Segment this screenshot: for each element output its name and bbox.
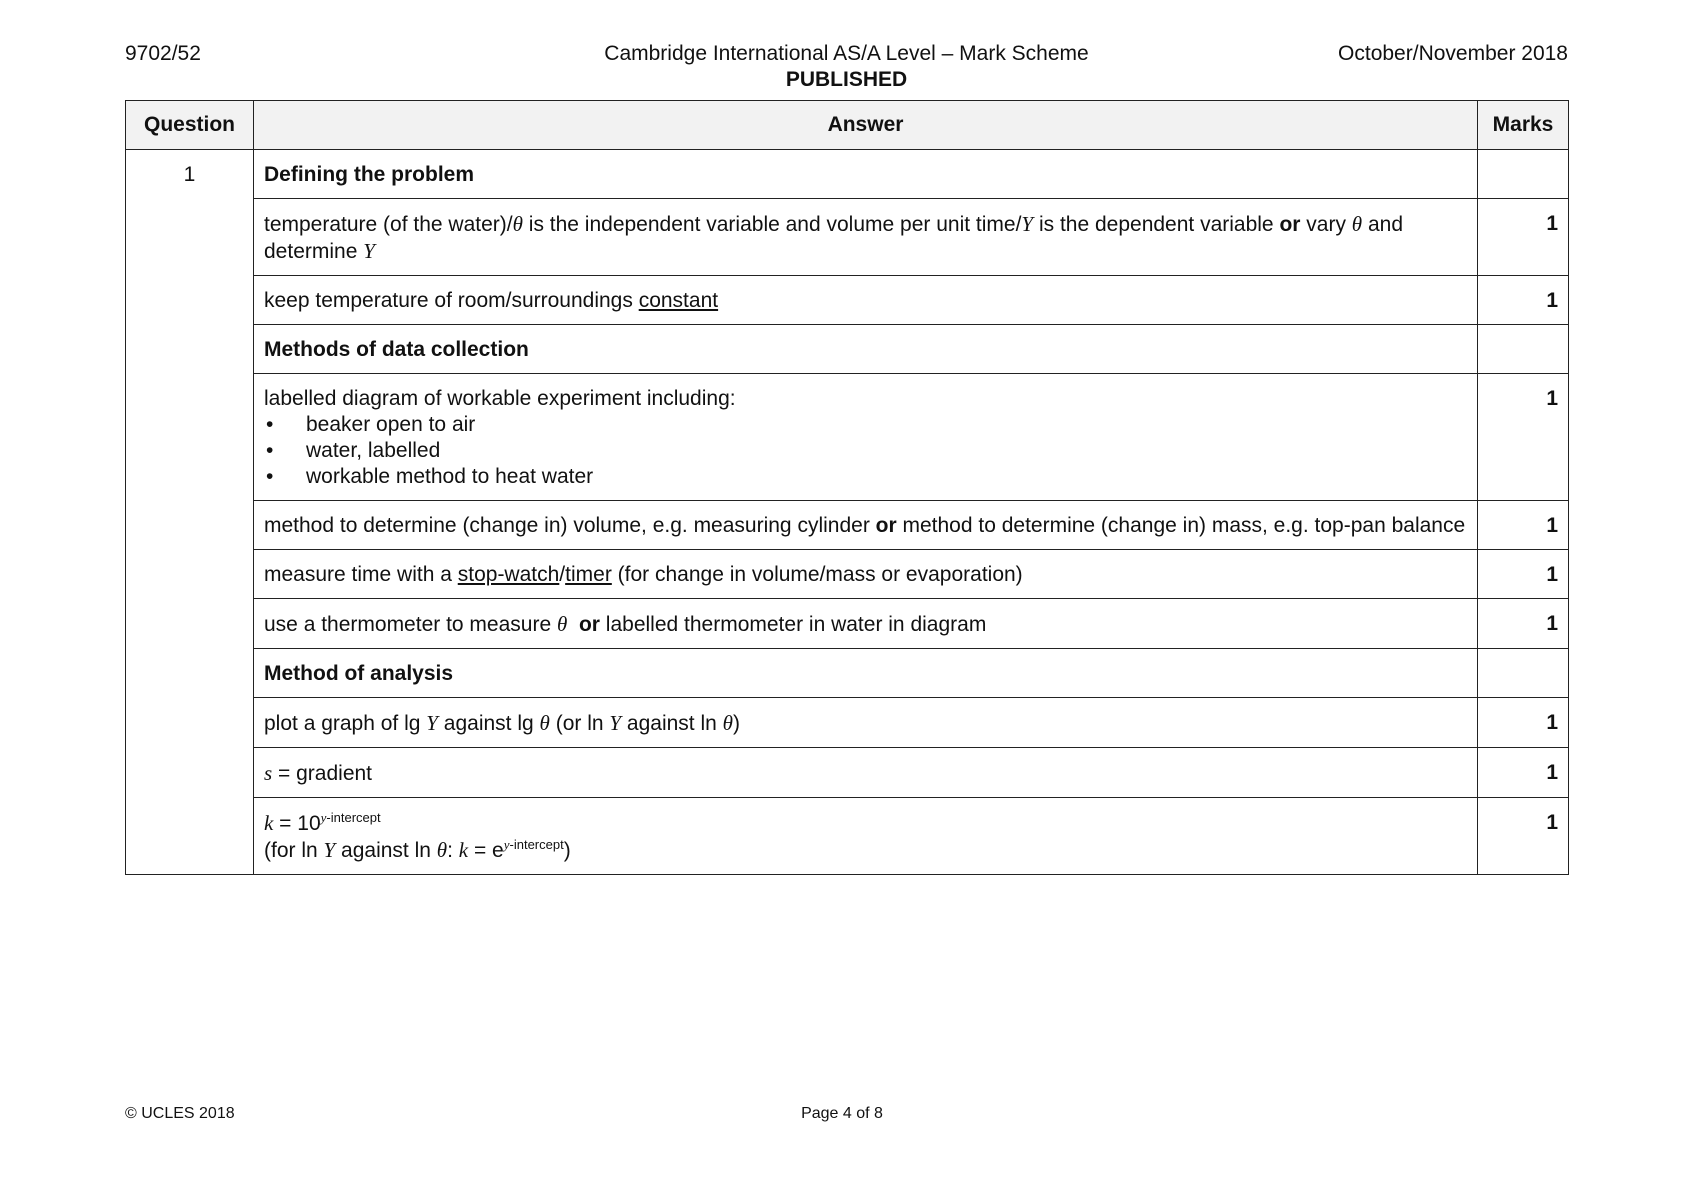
mark-cell [1478, 325, 1569, 374]
mark-cell: 1 [1478, 748, 1569, 798]
page-header [125, 42, 1568, 98]
answer-cell: measure time with a stop-watch/timer (for change in volume/mass or evaporation) [254, 550, 1478, 599]
list-item: • water, labelled [264, 438, 1467, 464]
answer-cell [254, 374, 1478, 501]
section-heading-data-collection: Methods of data collection [254, 325, 1478, 374]
answer-text: labelled diagram of workable experiment including: [264, 387, 736, 410]
table-row [126, 649, 1569, 698]
answer-cell: temperature (of the water)/θ is the independent variable and volume per unit time/Y is the dependent variable or vary θ and determine Y [254, 199, 1478, 276]
table-row [126, 150, 1569, 199]
mark-cell: 1 [1478, 599, 1569, 649]
table-row [126, 798, 1569, 875]
question-number: 1 [126, 150, 254, 875]
answer-cell: keep temperature of room/surroundings constant [254, 276, 1478, 325]
mark-cell: 1 [1478, 550, 1569, 599]
page-number: Page 4 of 8 [801, 1105, 883, 1122]
mark-scheme-table [125, 100, 1569, 875]
table-row [126, 199, 1569, 276]
marks-column-header: Marks [1478, 101, 1569, 150]
question-column-header: Question [126, 101, 254, 150]
section-heading-analysis: Method of analysis [254, 649, 1478, 698]
table-row [126, 748, 1569, 798]
paper-code: 9702/52 [125, 42, 201, 65]
published-label: PUBLISHED [785, 68, 908, 91]
table-row [126, 501, 1569, 550]
section-heading-defining: Defining the problem [254, 150, 1478, 199]
mark-cell: 1 [1478, 501, 1569, 550]
mark-cell [1478, 150, 1569, 199]
table-row [126, 325, 1569, 374]
table-header-row [126, 101, 1569, 150]
list-item: • beaker open to air [264, 412, 1467, 438]
table-row [126, 374, 1569, 501]
copyright-notice: © UCLES 2018 [125, 1105, 235, 1122]
mark-cell: 1 [1478, 199, 1569, 276]
bullet-list [264, 412, 1467, 490]
mark-cell: 1 [1478, 374, 1569, 501]
answer-cell: plot a graph of lg Y against lg θ (or ln Y against ln θ) [254, 698, 1478, 748]
answer-column-header: Answer [254, 101, 1478, 150]
mark-cell [1478, 649, 1569, 698]
answer-cell: method to determine (change in) volume, e.g. measuring cylinder or method to determine (change in) mass, e.g. top-pan balance [254, 501, 1478, 550]
list-item: • workable method to heat water [264, 464, 1467, 490]
table-row [126, 698, 1569, 748]
table-row [126, 276, 1569, 325]
mark-cell: 1 [1478, 798, 1569, 875]
table-row [126, 599, 1569, 649]
answer-cell: $k = 10^{y-intercept}$ (for ln Y against ln θ: $k = e^{y-intercept}$) [254, 798, 1478, 875]
table-row [126, 550, 1569, 599]
answer-cell: s = gradient [254, 748, 1478, 798]
mark-cell: 1 [1478, 276, 1569, 325]
document-title: Cambridge International AS/A Level – Mark Scheme [604, 42, 1089, 65]
exam-session: October/November 2018 [1338, 42, 1568, 65]
answer-cell: use a thermometer to measure θ or labelled thermometer in water in diagram [254, 599, 1478, 649]
mark-cell: 1 [1478, 698, 1569, 748]
